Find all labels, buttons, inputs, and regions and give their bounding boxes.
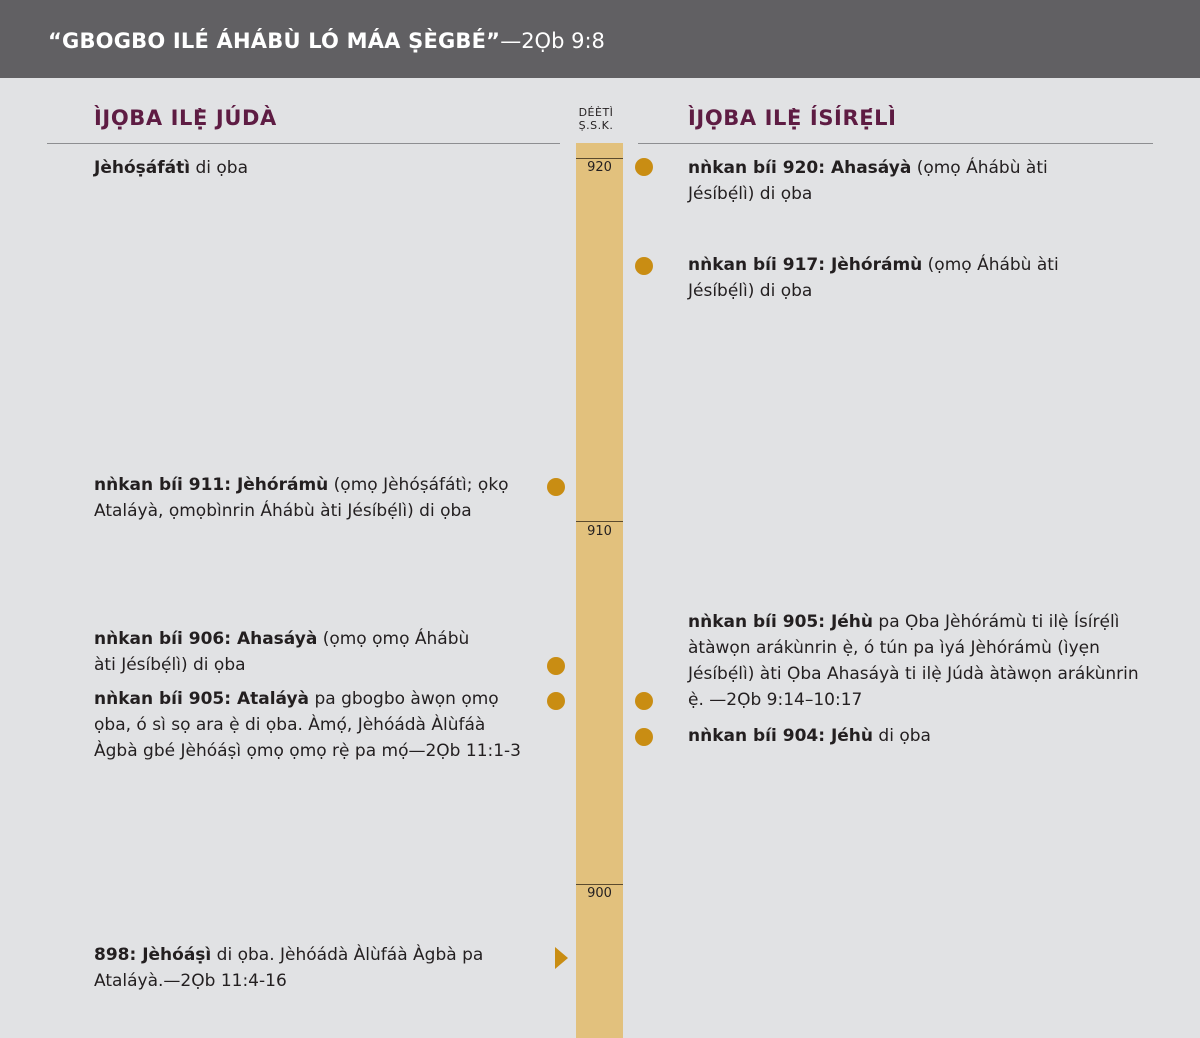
entry-text: di ọba [873, 726, 931, 746]
entry-text: (ọmọ Áhábù àti Jésíbẹ́lì) di ọba [688, 158, 1048, 204]
israel-marker-920 [635, 158, 653, 176]
axis-label-line2: Ṣ.S.K. [578, 119, 614, 132]
israel-marker-905 [635, 692, 653, 710]
israel-entry-905 [688, 609, 1158, 713]
tick-label-900: 900 [587, 886, 612, 901]
axis-label-line1: DÉÈTÌ [578, 106, 614, 119]
entry-bold: nǹkan bíi 904: Jéhù [688, 726, 874, 746]
entry-text: pa gbogbo àwọn ọmọ ọba, ó sì sọ ara ẹ̀ di ọba. Àmọ́, Jèhóádà Àlùfáà Àgbà gbé Jèhóáṣì ọmọ ọmọ rẹ̀ pa mọ́—2Ọb 11:1-3 [94, 689, 522, 761]
judah-heading: ÌJỌBA ILẸ̀ JÚDÀ [94, 106, 277, 130]
tick-910 [576, 521, 623, 522]
israel-marker-904 [635, 728, 653, 746]
judah-entry-jehoshaphat [94, 155, 544, 181]
entry-bold: nǹkan bíi 906: Ahasáyà [94, 629, 318, 649]
judah-marker-906 [547, 657, 565, 675]
judah-arrow-marker-898 [555, 947, 568, 969]
entry-text: (ọmọ Jèhóṣáfátì; ọkọ Ataláyà, ọmọbìnrin Áhábù àti Jésíbẹ́lì) di ọba [94, 475, 509, 521]
israel-entry-904 [688, 723, 1158, 749]
entry-bold: nǹkan bíi 920: Ahasáyà [688, 158, 912, 178]
page-header [0, 0, 1200, 78]
entry-bold: nǹkan bíi 905: Ataláyà [94, 689, 310, 709]
header-text [48, 27, 605, 55]
judah-entry-911 [94, 472, 544, 524]
tick-label-920: 920 [587, 160, 612, 175]
timeline-bar [576, 143, 623, 1038]
entry-bold: nǹkan bíi 917: Jèhórámù [688, 255, 923, 275]
judah-heading-rule [47, 143, 560, 144]
israel-heading-rule [638, 143, 1153, 144]
header-scripture-reference: —2Ọb 9:8 [500, 29, 605, 53]
entry-text: di ọba [190, 158, 248, 178]
judah-entry-905 [94, 686, 534, 764]
entry-bold: nǹkan bíi 905: Jéhù [688, 612, 874, 632]
israel-entry-917 [688, 252, 1108, 304]
entry-bold: nǹkan bíi 911: Jèhórámù [94, 475, 329, 495]
entry-bold: 898: Jèhóáṣì [94, 945, 212, 965]
judah-marker-911 [547, 478, 565, 496]
tick-label-910: 910 [587, 524, 612, 539]
tick-900 [576, 884, 623, 885]
entry-text: (ọmọ Áhábù àti Jésíbẹ́lì) di ọba [688, 255, 1059, 301]
judah-marker-905 [547, 692, 565, 710]
israel-marker-917 [635, 257, 653, 275]
entry-text: di ọba. Jèhóádà Àlùfáà Àgbà pa Ataláyà.—2Ọb 11:4-16 [94, 945, 484, 991]
judah-entry-906 [94, 626, 494, 678]
header-title: “GBOGBO ILÉ ÁHÁBÙ LÓ MÁA ṢÈGBÉ” [48, 29, 501, 53]
judah-entry-898 [94, 942, 494, 994]
entry-text: (ọmọ ọmọ Áhábù àti Jésíbẹ́lì) di ọba [94, 629, 470, 675]
timeline-axis-label [566, 106, 626, 132]
israel-entry-920 [688, 155, 1108, 207]
israel-heading: ÌJỌBA ILẸ̀ ÍSÍRẸ́LÌ [688, 106, 897, 130]
entry-text: pa Ọba Jèhórámù ti ilẹ̀ Ísírẹ́lì àtàwọn arákùnrin ẹ̀, ó tún pa ìyá Jèhórámù (ìyẹn Jésíbẹ́lì) àti Ọba Ahasáyà ti ilẹ̀ Júdà àtàwọn arákùnrin ẹ̀. —2Ọb 9:14–10:17 [688, 612, 1139, 710]
tick-920 [576, 158, 623, 159]
entry-bold: Jèhóṣáfátì [94, 158, 191, 178]
